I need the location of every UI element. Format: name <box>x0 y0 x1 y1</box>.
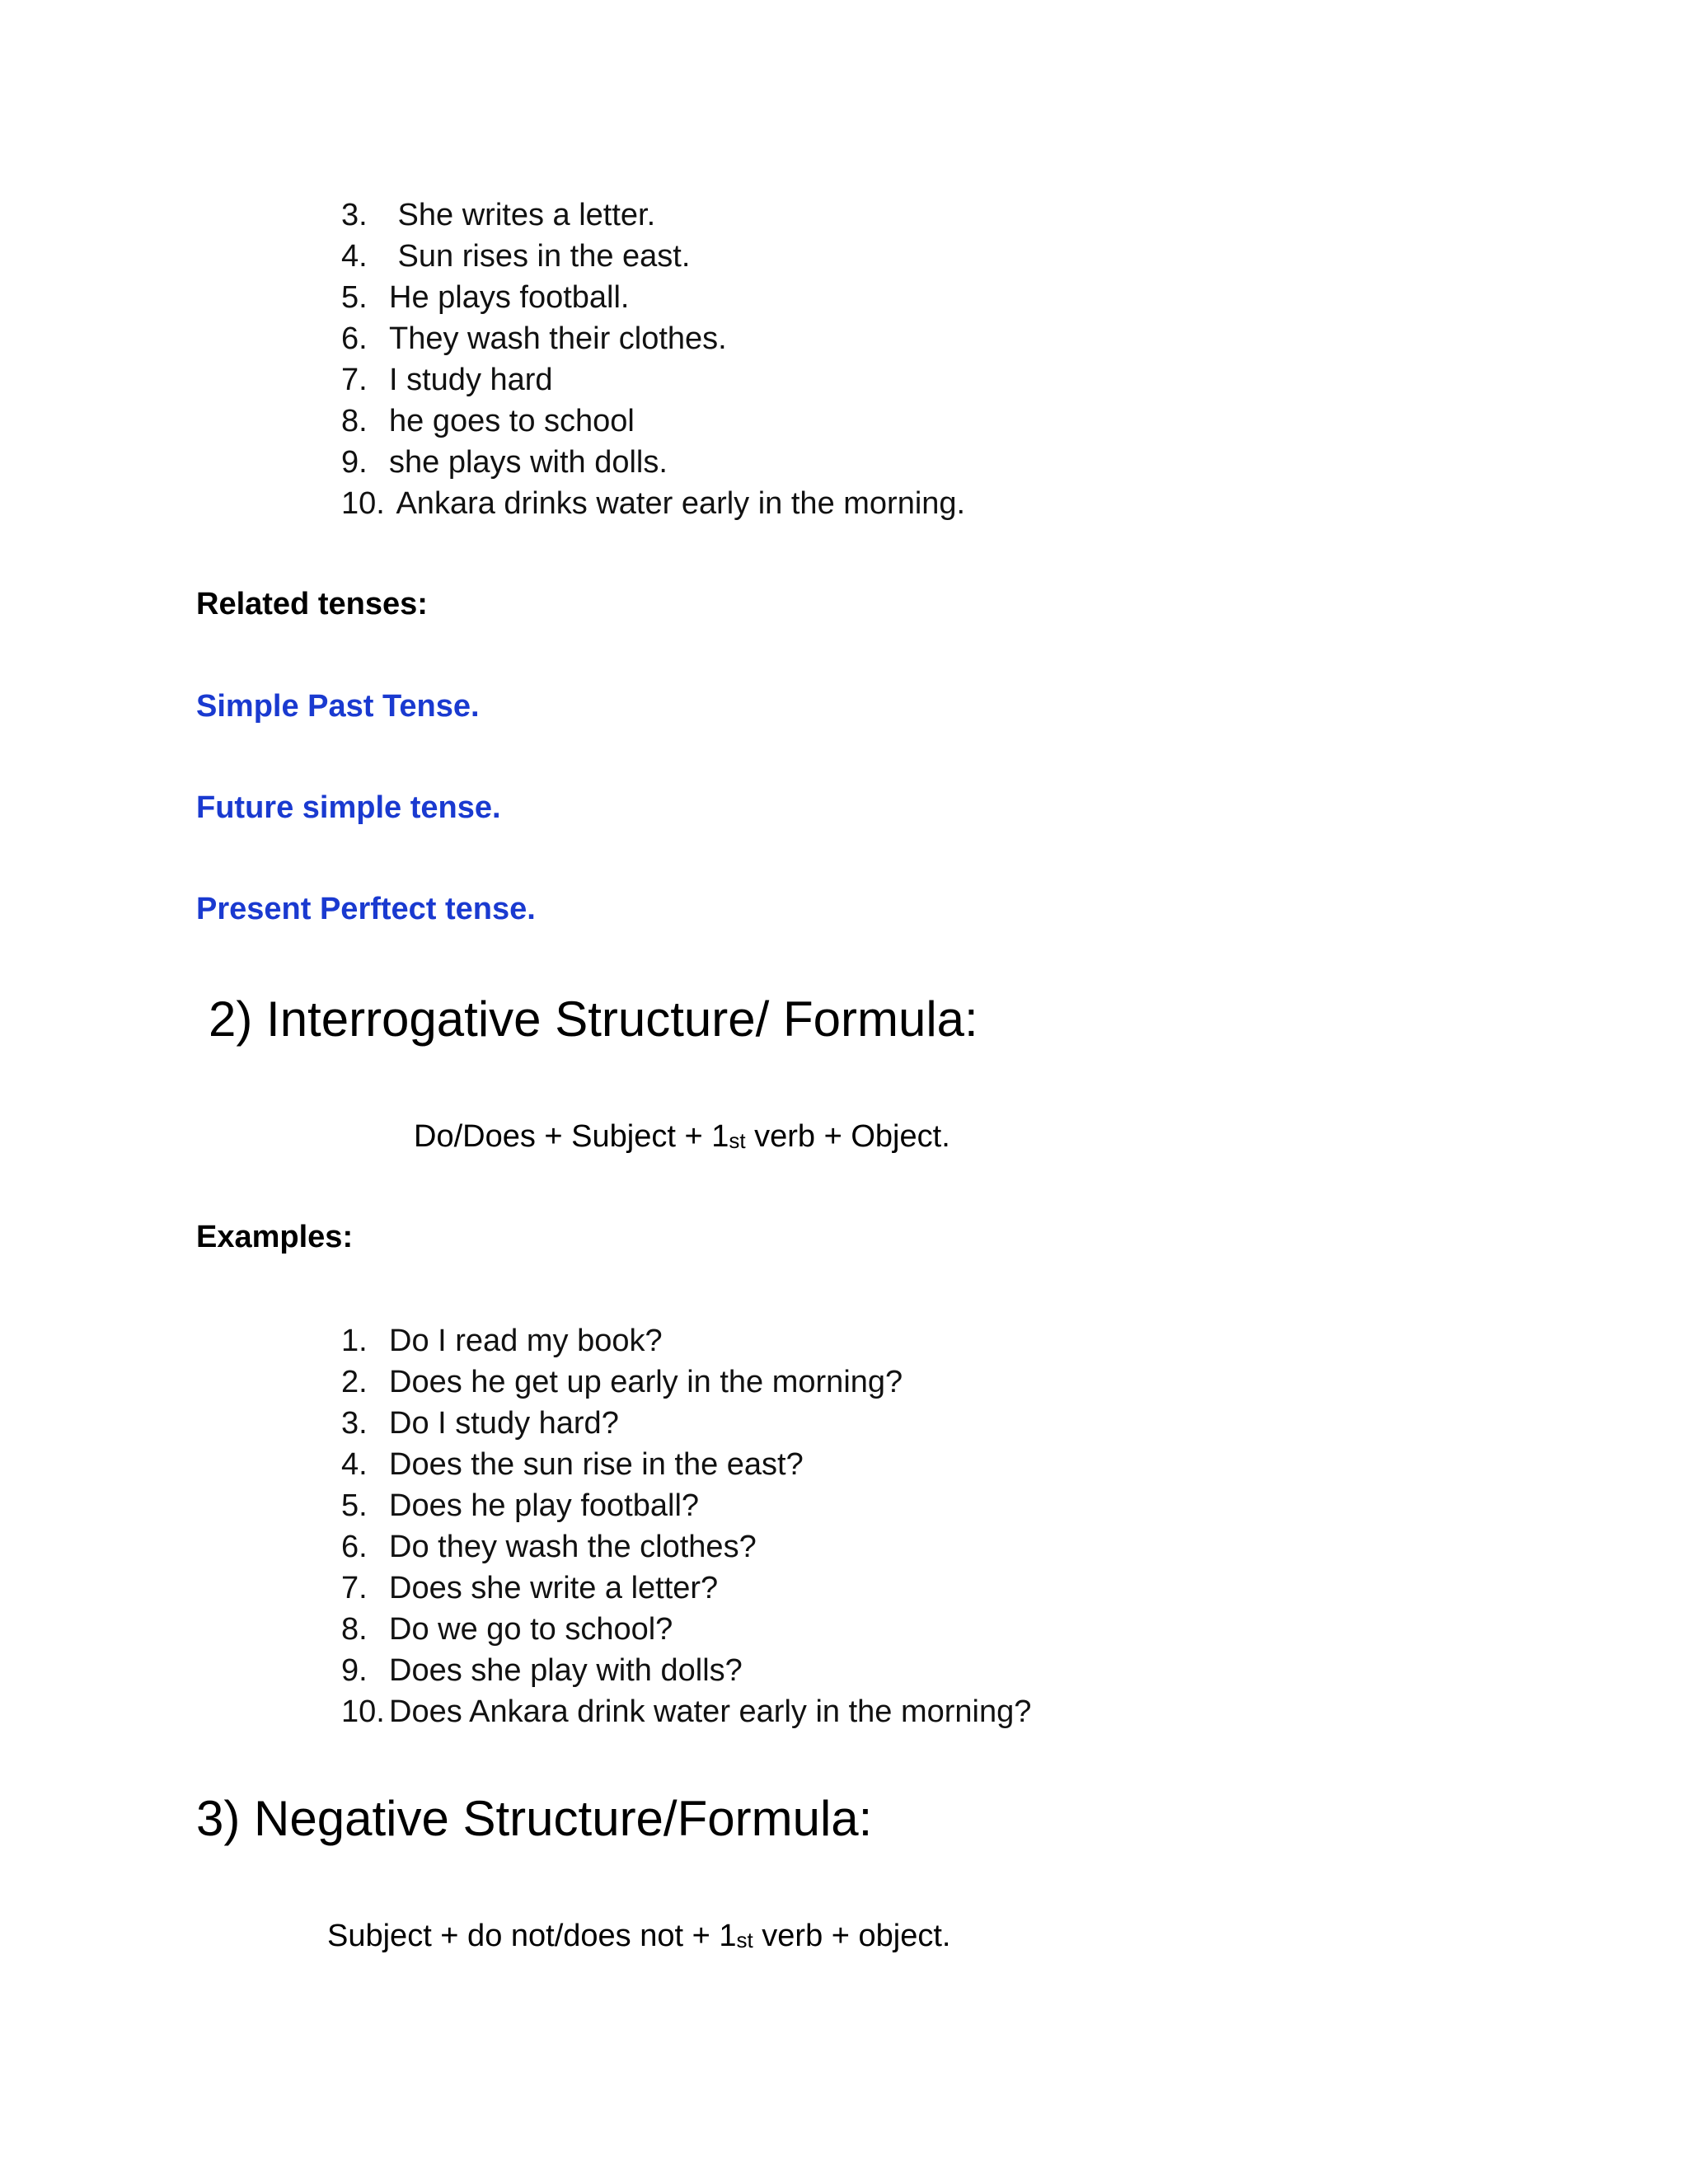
list-item <box>341 483 965 524</box>
list-item-text: Does the sun rise in the east? <box>389 1447 804 1482</box>
list-item-number: 1. <box>341 1324 368 1358</box>
formula-text-start: Subject + do not/does not + 1 <box>327 1919 737 1953</box>
list-item <box>341 277 630 318</box>
list-item <box>341 1568 718 1609</box>
link-future-simple-tense[interactable]: Future simple tense. <box>196 790 501 825</box>
list-item-text: Do I study hard? <box>389 1406 619 1441</box>
list-item-text: Do they wash the clothes? <box>389 1530 757 1564</box>
list-item <box>341 194 655 236</box>
list-item-number: 10. <box>341 486 385 521</box>
list-item-text: He plays football. <box>389 280 630 315</box>
list-item-text: Do we go to school? <box>389 1612 673 1647</box>
list-item <box>341 318 727 359</box>
list-item-number: 10. <box>341 1694 385 1729</box>
list-item <box>341 359 553 401</box>
related-tenses-label: Related tenses: <box>196 587 428 621</box>
list-item-number: 7. <box>341 363 368 397</box>
list-item-text: Does she play with dolls? <box>389 1653 743 1688</box>
link-simple-past-tense[interactable]: Simple Past Tense. <box>196 689 480 724</box>
negative-formula <box>327 1919 950 1954</box>
list-item-number: 6. <box>341 321 368 356</box>
list-item <box>341 401 635 442</box>
list-item-number: 8. <box>341 404 368 438</box>
list-item-text: she plays with dolls. <box>389 445 668 480</box>
list-item <box>341 1691 1031 1732</box>
list-item-text: She writes a letter. <box>389 198 656 232</box>
list-item-text: Does Ankara drink water early in the morning? <box>389 1694 1032 1729</box>
list-item <box>341 1526 757 1568</box>
list-item-text: Sun rises in the east. <box>389 239 691 274</box>
negative-heading: 3) Negative Structure/Formula: <box>196 1791 873 1846</box>
list-item-number: 3. <box>341 1406 368 1441</box>
list-item <box>341 1444 804 1485</box>
formula-text-end: verb + Object. <box>745 1119 950 1154</box>
list-item-number: 6. <box>341 1530 368 1564</box>
formula-text-start: Do/Does + Subject + 1 <box>414 1119 729 1154</box>
list-item-text: I study hard <box>389 363 553 397</box>
interrogative-heading: 2) Interrogative Structure/ Formula: <box>209 991 978 1047</box>
list-item <box>341 236 690 277</box>
list-item <box>341 1485 699 1526</box>
list-item-text: They wash their clothes. <box>389 321 727 356</box>
list-item-number: 4. <box>341 239 368 274</box>
list-item <box>341 1320 663 1361</box>
list-item-number: 7. <box>341 1571 368 1605</box>
list-item-number: 3. <box>341 198 368 232</box>
list-item-number: 2. <box>341 1365 368 1399</box>
list-item-number: 4. <box>341 1447 368 1482</box>
list-item-number: 5. <box>341 1488 368 1523</box>
list-item-text: Does she write a letter? <box>389 1571 719 1605</box>
link-present-perfect-tense[interactable]: Present Perftect tense. <box>196 892 536 926</box>
formula-superscript: st <box>736 1928 753 1952</box>
list-item <box>341 1403 619 1444</box>
list-item <box>341 1650 743 1691</box>
list-item <box>341 1361 903 1403</box>
list-item-text: he goes to school <box>389 404 635 438</box>
list-item-text: Does he play football? <box>389 1488 700 1523</box>
list-item-text: Does he get up early in the morning? <box>389 1365 903 1399</box>
formula-text-end: verb + object. <box>753 1919 951 1953</box>
examples-label: Examples: <box>196 1220 354 1254</box>
list-item-number: 9. <box>341 445 368 480</box>
list-item-number: 5. <box>341 280 368 315</box>
list-item-text: Do I read my book? <box>389 1324 663 1358</box>
list-item-number: 9. <box>341 1653 368 1688</box>
list-item-text: Ankara drinks water early in the morning. <box>389 486 966 521</box>
interrogative-formula <box>414 1119 950 1155</box>
list-item <box>341 1609 673 1650</box>
formula-superscript: st <box>729 1128 746 1153</box>
list-item-number: 8. <box>341 1612 368 1647</box>
list-item <box>341 442 668 483</box>
